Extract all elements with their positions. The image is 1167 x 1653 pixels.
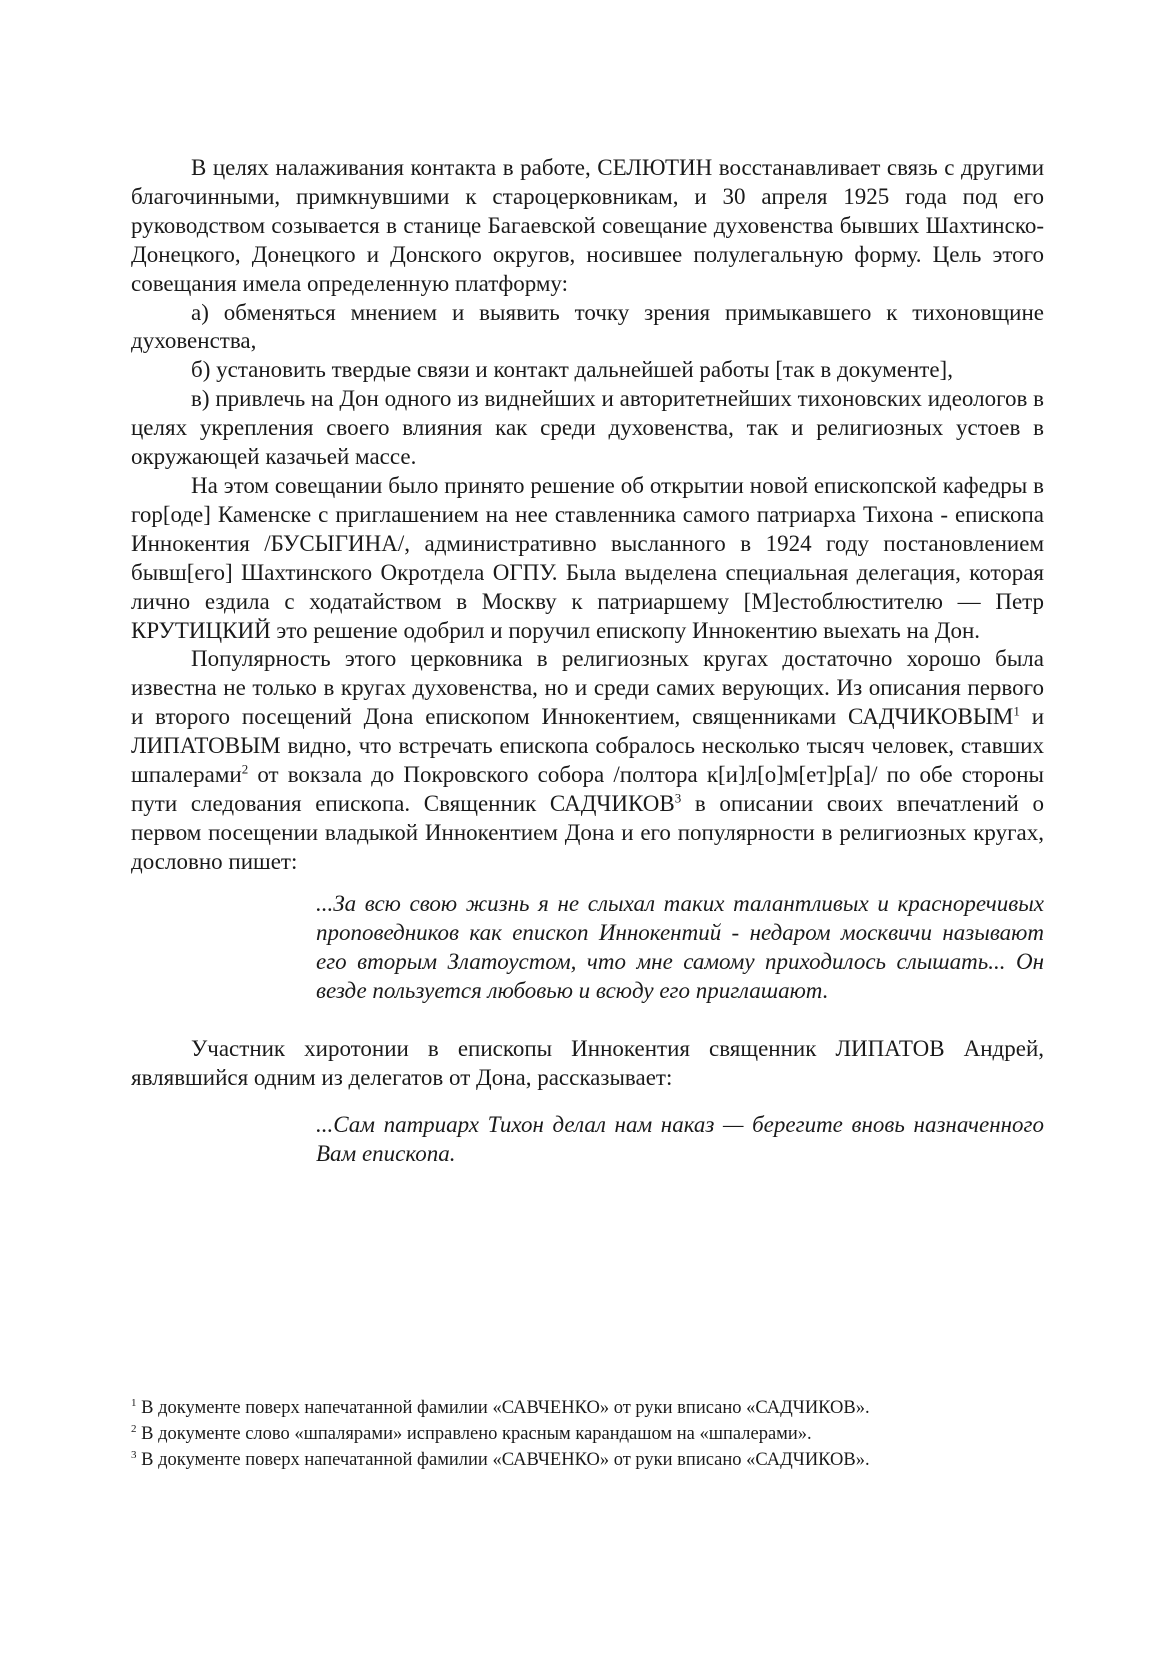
list-item-b: б) установить твердые связи и контакт дальнейшей работы [так в документе],: [191, 357, 953, 383]
paragraph-meeting: В целях налаживания контакта в работе, СЕЛЮТИН восстанавливает связь с другими благочинными, примкнувшими к староцерковникам, и 30 апреля 1925 года под его руководством созывается в станице Багаевской совещание духовенства бывших Шахтинско-Донецкого, Донецкого и Донского округов, носившее полулегальную форму. Цель этого совещания имела определенную платформу:: [131, 155, 1044, 296]
footnote-2: [131, 1421, 1044, 1447]
footnote-ref-3: 3: [674, 790, 682, 806]
block-quote-sadchikov: [316, 889, 1044, 1005]
footnote-text: В документе слово «шпалярами» исправлено красным карандашом на «шпалерами».: [136, 1424, 812, 1444]
paragraph-popularity: [131, 645, 1044, 876]
footnote-number: 2: [131, 1422, 137, 1435]
paragraph-lipatov: Участник хиротонии в епископы Иннокентия священник ЛИПАТОВ Андрей, являвшийся одним из делегатов от Дона, рассказывает:: [131, 1035, 1044, 1090]
popularity-text-4: в описании своих впечатлений о первом посещении владыкой Иннокентием Дона и его популярности в религиозных кругах, дословно пишет:: [131, 790, 1044, 874]
footnotes: [131, 1395, 1044, 1473]
list-item-c: в) привлечь на Дон одного из виднейших и авторитетнейших тихоновских идеологов в целях укрепления своего влияния как среди духовенства, так и религиозных устоев в окружающей казачьей массе.: [131, 386, 1044, 470]
popularity-text-2: и ЛИПАТОВЫМ видно, что встречать епископа собралось несколько тысяч человек, ставших шпалерами: [131, 704, 1045, 788]
quote-text: ...За всю свою жизнь я не слыхал таких талантливых и красноречивых проповедников как епископ Иннокентий - недаром москвичи называют его вторым Златоустом, что мне самому приходилось слышать... Он везде пользуется любовью и всюду его приглашают.: [316, 890, 1044, 1003]
list-item-a: а) обменяться мнением и выявить точку зрения примыкавшего к тихоновщине духовенства,: [131, 299, 1044, 354]
popularity-text-3: от вокзала до Покровского собора /полтора к[и]л[о]м[ет]р[а]/ по обе стороны пути следования епископа. Священник САДЧИКОВ: [131, 762, 1044, 816]
footnote-text: В документе поверх напечатанной фамилии «САВЧЕНКО» от руки вписано «САДЧИКОВ».: [136, 1450, 870, 1470]
footnote-number: 3: [131, 1448, 137, 1461]
quote-text: ...Сам патриарх Тихон делал нам наказ — берегите вновь назначенного Вам епископа.: [316, 1112, 1044, 1167]
footnote-text: В документе поверх напечатанной фамилии «САВЧЕНКО» от руки вписано «САДЧИКОВ».: [136, 1398, 870, 1418]
footnote-number: 1: [131, 1396, 137, 1409]
footnote-ref-2: 2: [241, 761, 249, 777]
footnote-ref-1: 1: [1013, 703, 1020, 719]
paragraph-decision: На этом совещании было принято решение об открытии новой епископской кафедры в гор[оде] Каменске с приглашением на нее ставленника самого патриарха Тихона - епископа Иннокентия /БУСЫГИНА/, административно высланного в 1924 году постановлением бывш[его] Шахтинского Окротдела ОГПУ. Была выделена специальная делегация, которая лично ездила с ходатайством в Москву к патриаршему [М]естоблюстителю — Петр КРУТИЦКИЙ это решение одобрил и поручил епископу Иннокентию выехать на Дон.: [131, 472, 1044, 643]
popularity-text-1: Популярность этого церковника в религиозных кругах достаточно хорошо была известна не только в кругах духовенства, но и среди самих верующих. Из описания первого и второго посещений Дона епископом Иннокентием, священниками САДЧИКОВЫМ: [131, 646, 1044, 730]
block-quote-lipatov: [316, 1110, 1044, 1168]
footnote-1: [131, 1395, 1044, 1421]
footnote-3: [131, 1447, 1044, 1473]
main-text: [131, 154, 1044, 1168]
